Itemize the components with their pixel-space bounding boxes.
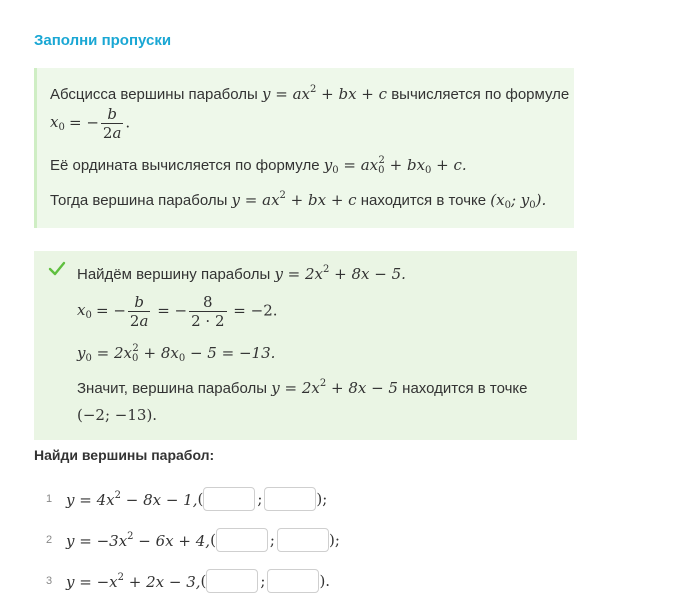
theory-line-4: Тогда вершина параболы $y = ax^2$ + bx + c находится в точке ($x_0$; $y_0$).	[50, 190, 547, 211]
check-icon	[48, 260, 66, 278]
task-3-x-input[interactable]	[206, 569, 258, 593]
theory-line-1: Абсцисса вершины параболы $y = ax^2$ + bx + c вычисляется по формуле	[50, 84, 570, 103]
task-row-1: 1 $y = 4x^2 - 8x - 1$, ( ; );	[46, 486, 327, 512]
theory-panel	[34, 68, 574, 228]
task-equation: $y = 4x^2 - 8x - 1$,	[66, 489, 198, 509]
parabola-formula: $y = ax^2$ + bx + c	[262, 84, 388, 103]
vertex-point: ($x_0$; $y_0$).	[490, 191, 547, 211]
example-line-1: Найдём вершину параболы $y = 2x^2 + 8x - 5$.	[77, 264, 406, 283]
vertex-y-formula: $y_0 = ax_0^2 + bx_0 + c$.	[323, 155, 467, 176]
example-panel	[34, 251, 577, 440]
tasks-heading: Найди вершины парабол:	[34, 447, 215, 463]
task-3-y-input[interactable]	[267, 569, 319, 593]
example-result: (−2; −13).	[77, 406, 158, 424]
task-2-x-input[interactable]	[216, 528, 268, 552]
exercise-title: Заполни пропуски	[34, 32, 172, 49]
task-row-2: 2 $y = -3x^2 - 6x + 4$, ( ; );	[46, 527, 340, 553]
example-vertex-y: $y_0 = 2x_0^2 + 8x_0 - 5 = -13$.	[77, 343, 276, 364]
task-1-x-input[interactable]	[203, 487, 255, 511]
task-equation: $y = -3x^2 - 6x + 4$,	[66, 530, 211, 550]
example-vertex-x: $x_0$ = − $\frac{b}{2a}$ = − $\frac{8}{2 \cdot 2}$ = −2.	[77, 293, 278, 330]
theory-vertex-x-formula: $x_0$ = − $\frac{b}{2a}$ .	[50, 105, 131, 142]
task-2-y-input[interactable]	[277, 528, 329, 552]
task-row-3: 3 $y = -x^2 + 2x - 3$, ( ; ).	[46, 568, 330, 594]
task-1-y-input[interactable]	[264, 487, 316, 511]
task-equation: $y = -x^2 + 2x - 3$,	[66, 571, 201, 591]
theory-line-3: Её ордината вычисляется по формуле $y_0 = ax_0^2 + bx_0 + c$.	[50, 155, 467, 176]
example-line-4: Значит, вершина параболы $y = 2x^2 + 8x - 5$ находится в точке	[77, 378, 528, 397]
